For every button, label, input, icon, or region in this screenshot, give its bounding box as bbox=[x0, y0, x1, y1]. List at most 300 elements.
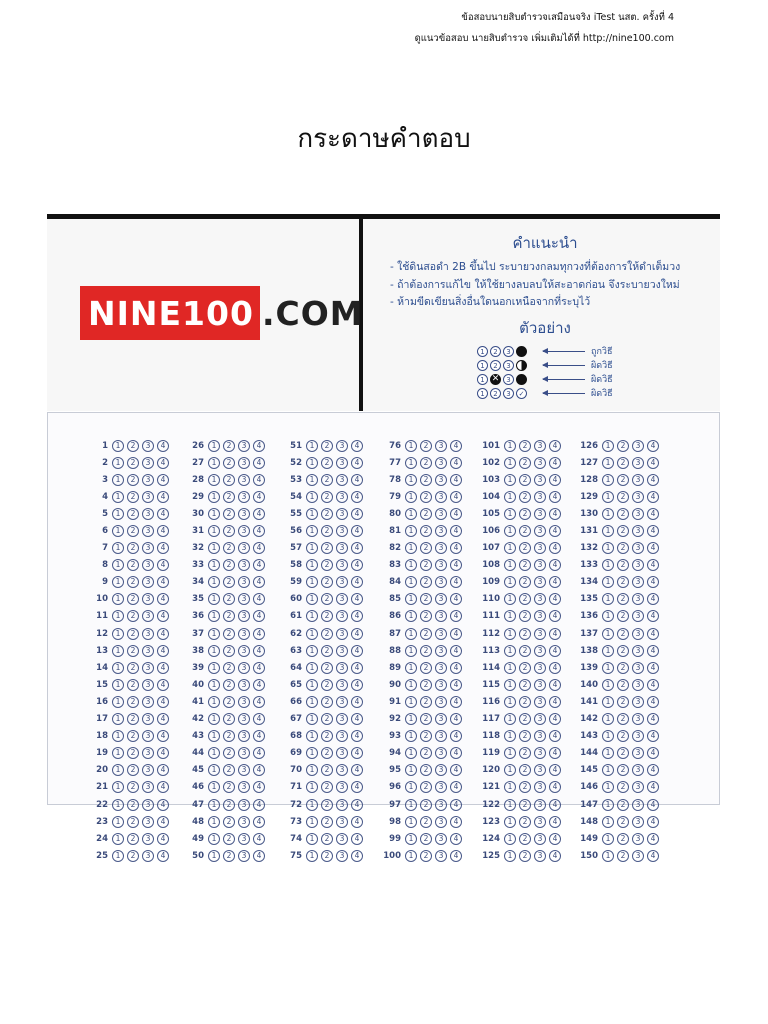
answer-bubble[interactable]: 4 bbox=[157, 799, 169, 811]
answer-bubble[interactable]: 1 bbox=[504, 491, 516, 503]
answer-bubble[interactable]: 1 bbox=[405, 576, 417, 588]
answer-bubble[interactable]: 2 bbox=[223, 850, 235, 862]
answer-bubble[interactable]: 3 bbox=[435, 730, 447, 742]
answer-bubble[interactable]: 1 bbox=[208, 559, 220, 571]
answer-bubble[interactable]: 2 bbox=[321, 696, 333, 708]
answer-bubble[interactable]: 1 bbox=[405, 764, 417, 776]
answer-bubble[interactable]: 4 bbox=[351, 610, 363, 622]
answer-bubble[interactable]: 1 bbox=[306, 764, 318, 776]
answer-bubble[interactable]: 3 bbox=[632, 730, 644, 742]
answer-bubble[interactable]: 3 bbox=[238, 662, 250, 674]
answer-bubble[interactable]: 3 bbox=[534, 542, 546, 554]
answer-bubble[interactable]: 4 bbox=[253, 542, 265, 554]
answer-bubble[interactable]: 2 bbox=[127, 559, 139, 571]
answer-bubble[interactable]: 3 bbox=[534, 781, 546, 793]
answer-bubble[interactable]: 1 bbox=[602, 610, 614, 622]
answer-bubble[interactable]: 1 bbox=[504, 610, 516, 622]
answer-bubble[interactable]: 2 bbox=[127, 747, 139, 759]
answer-bubble[interactable]: 4 bbox=[157, 833, 169, 845]
answer-bubble[interactable]: 3 bbox=[238, 593, 250, 605]
answer-bubble[interactable]: 4 bbox=[450, 474, 462, 486]
answer-bubble[interactable]: 2 bbox=[519, 440, 531, 452]
answer-bubble[interactable]: 4 bbox=[157, 816, 169, 828]
answer-bubble[interactable]: 2 bbox=[127, 781, 139, 793]
answer-bubble[interactable]: 4 bbox=[450, 525, 462, 537]
answer-bubble[interactable]: 3 bbox=[534, 816, 546, 828]
answer-bubble[interactable]: 3 bbox=[435, 491, 447, 503]
answer-bubble[interactable]: 2 bbox=[617, 730, 629, 742]
answer-bubble[interactable]: 1 bbox=[208, 764, 220, 776]
answer-bubble[interactable]: 2 bbox=[127, 440, 139, 452]
answer-bubble[interactable]: 1 bbox=[504, 696, 516, 708]
answer-bubble[interactable]: 1 bbox=[112, 457, 124, 469]
answer-bubble[interactable]: 1 bbox=[306, 491, 318, 503]
answer-bubble[interactable]: 1 bbox=[602, 764, 614, 776]
answer-bubble[interactable]: 2 bbox=[617, 850, 629, 862]
answer-bubble[interactable]: 3 bbox=[632, 781, 644, 793]
answer-bubble[interactable]: 2 bbox=[519, 542, 531, 554]
answer-bubble[interactable]: 3 bbox=[336, 799, 348, 811]
answer-bubble[interactable]: 4 bbox=[450, 628, 462, 640]
answer-bubble[interactable]: 1 bbox=[112, 542, 124, 554]
answer-bubble[interactable]: 2 bbox=[519, 491, 531, 503]
answer-bubble[interactable]: 3 bbox=[142, 662, 154, 674]
answer-bubble[interactable]: 1 bbox=[504, 833, 516, 845]
answer-bubble[interactable]: 4 bbox=[157, 713, 169, 725]
answer-bubble[interactable]: 4 bbox=[253, 525, 265, 537]
answer-bubble[interactable]: 3 bbox=[142, 525, 154, 537]
answer-bubble[interactable]: 1 bbox=[208, 833, 220, 845]
answer-bubble[interactable]: 3 bbox=[632, 816, 644, 828]
answer-bubble[interactable]: 1 bbox=[306, 679, 318, 691]
answer-bubble[interactable]: 3 bbox=[336, 747, 348, 759]
answer-bubble[interactable]: 3 bbox=[534, 491, 546, 503]
answer-bubble[interactable]: 1 bbox=[602, 440, 614, 452]
answer-bubble[interactable]: 3 bbox=[142, 610, 154, 622]
answer-bubble[interactable]: 4 bbox=[157, 628, 169, 640]
answer-bubble[interactable]: 4 bbox=[647, 508, 659, 520]
answer-bubble[interactable]: 4 bbox=[450, 850, 462, 862]
answer-bubble[interactable]: 1 bbox=[504, 576, 516, 588]
answer-bubble[interactable]: 3 bbox=[435, 713, 447, 725]
answer-bubble[interactable]: 2 bbox=[420, 833, 432, 845]
answer-bubble[interactable]: 2 bbox=[223, 576, 235, 588]
answer-bubble[interactable]: 4 bbox=[647, 457, 659, 469]
answer-bubble[interactable]: 3 bbox=[632, 764, 644, 776]
answer-bubble[interactable]: 3 bbox=[534, 628, 546, 640]
answer-bubble[interactable]: 2 bbox=[127, 679, 139, 691]
answer-bubble[interactable]: 1 bbox=[504, 525, 516, 537]
answer-bubble[interactable]: 2 bbox=[321, 457, 333, 469]
answer-bubble[interactable]: 2 bbox=[519, 833, 531, 845]
answer-bubble[interactable]: 1 bbox=[602, 645, 614, 657]
answer-bubble[interactable]: 4 bbox=[450, 816, 462, 828]
answer-bubble[interactable]: 4 bbox=[351, 542, 363, 554]
answer-bubble[interactable]: 3 bbox=[142, 696, 154, 708]
answer-bubble[interactable]: 1 bbox=[602, 850, 614, 862]
answer-bubble[interactable]: 1 bbox=[208, 508, 220, 520]
answer-bubble[interactable]: 4 bbox=[157, 662, 169, 674]
answer-bubble[interactable]: 4 bbox=[549, 850, 561, 862]
answer-bubble[interactable]: 1 bbox=[602, 457, 614, 469]
answer-bubble[interactable]: 2 bbox=[519, 679, 531, 691]
answer-bubble[interactable]: 4 bbox=[450, 576, 462, 588]
answer-bubble[interactable]: 1 bbox=[602, 628, 614, 640]
answer-bubble[interactable]: 2 bbox=[420, 781, 432, 793]
answer-bubble[interactable]: 4 bbox=[450, 559, 462, 571]
answer-bubble[interactable]: 4 bbox=[647, 525, 659, 537]
answer-bubble[interactable]: 4 bbox=[157, 696, 169, 708]
answer-bubble[interactable]: 1 bbox=[208, 662, 220, 674]
answer-bubble[interactable]: 3 bbox=[142, 559, 154, 571]
answer-bubble[interactable]: 3 bbox=[632, 576, 644, 588]
answer-bubble[interactable]: 3 bbox=[632, 679, 644, 691]
answer-bubble[interactable]: 4 bbox=[157, 610, 169, 622]
answer-bubble[interactable]: 1 bbox=[405, 747, 417, 759]
answer-bubble[interactable]: 2 bbox=[127, 491, 139, 503]
answer-bubble[interactable]: 2 bbox=[321, 781, 333, 793]
answer-bubble[interactable]: 4 bbox=[647, 440, 659, 452]
answer-bubble[interactable]: 2 bbox=[617, 474, 629, 486]
answer-bubble[interactable]: 3 bbox=[238, 610, 250, 622]
answer-bubble[interactable]: 1 bbox=[112, 474, 124, 486]
answer-bubble[interactable]: 1 bbox=[504, 593, 516, 605]
answer-bubble[interactable]: 3 bbox=[435, 542, 447, 554]
answer-bubble[interactable]: 2 bbox=[321, 542, 333, 554]
answer-bubble[interactable]: 3 bbox=[142, 440, 154, 452]
answer-bubble[interactable]: 1 bbox=[405, 696, 417, 708]
answer-bubble[interactable]: 3 bbox=[142, 833, 154, 845]
answer-bubble[interactable]: 3 bbox=[632, 628, 644, 640]
answer-bubble[interactable]: 1 bbox=[504, 781, 516, 793]
answer-bubble[interactable]: 3 bbox=[336, 593, 348, 605]
answer-bubble[interactable]: 4 bbox=[157, 525, 169, 537]
answer-bubble[interactable]: 4 bbox=[647, 645, 659, 657]
answer-bubble[interactable]: 2 bbox=[519, 474, 531, 486]
answer-bubble[interactable]: 1 bbox=[306, 474, 318, 486]
answer-bubble[interactable]: 3 bbox=[336, 508, 348, 520]
answer-bubble[interactable]: 3 bbox=[632, 508, 644, 520]
answer-bubble[interactable]: 3 bbox=[435, 833, 447, 845]
answer-bubble[interactable]: 1 bbox=[405, 474, 417, 486]
answer-bubble[interactable]: 2 bbox=[321, 576, 333, 588]
answer-bubble[interactable]: 1 bbox=[504, 799, 516, 811]
answer-bubble[interactable]: 2 bbox=[223, 816, 235, 828]
answer-bubble[interactable]: 4 bbox=[351, 491, 363, 503]
answer-bubble[interactable]: 3 bbox=[632, 474, 644, 486]
answer-bubble[interactable]: 1 bbox=[504, 628, 516, 640]
answer-bubble[interactable]: 2 bbox=[617, 679, 629, 691]
answer-bubble[interactable]: 2 bbox=[127, 799, 139, 811]
answer-bubble[interactable]: 3 bbox=[336, 713, 348, 725]
answer-bubble[interactable]: 4 bbox=[450, 747, 462, 759]
answer-bubble[interactable]: 3 bbox=[534, 457, 546, 469]
answer-bubble[interactable]: 4 bbox=[450, 764, 462, 776]
answer-bubble[interactable]: 3 bbox=[435, 747, 447, 759]
answer-bubble[interactable]: 4 bbox=[549, 474, 561, 486]
answer-bubble[interactable]: 3 bbox=[435, 610, 447, 622]
answer-bubble[interactable]: 4 bbox=[253, 610, 265, 622]
answer-bubble[interactable]: 1 bbox=[602, 542, 614, 554]
answer-bubble[interactable]: 4 bbox=[351, 559, 363, 571]
answer-bubble[interactable]: 4 bbox=[157, 850, 169, 862]
answer-bubble[interactable]: 3 bbox=[336, 559, 348, 571]
answer-bubble[interactable]: 3 bbox=[632, 833, 644, 845]
answer-bubble[interactable]: 4 bbox=[450, 645, 462, 657]
answer-bubble[interactable]: 2 bbox=[321, 645, 333, 657]
answer-bubble[interactable]: 2 bbox=[127, 764, 139, 776]
answer-bubble[interactable]: 1 bbox=[306, 747, 318, 759]
answer-bubble[interactable]: 4 bbox=[647, 679, 659, 691]
answer-bubble[interactable]: 2 bbox=[223, 508, 235, 520]
answer-bubble[interactable]: 4 bbox=[549, 610, 561, 622]
answer-bubble[interactable]: 2 bbox=[127, 713, 139, 725]
answer-bubble[interactable]: 2 bbox=[617, 491, 629, 503]
answer-bubble[interactable]: 4 bbox=[549, 730, 561, 742]
answer-bubble[interactable]: 3 bbox=[238, 508, 250, 520]
answer-bubble[interactable]: 3 bbox=[238, 730, 250, 742]
answer-bubble[interactable]: 2 bbox=[519, 610, 531, 622]
answer-bubble[interactable]: 4 bbox=[450, 542, 462, 554]
answer-bubble[interactable]: 3 bbox=[435, 662, 447, 674]
answer-bubble[interactable]: 1 bbox=[504, 816, 516, 828]
answer-bubble[interactable]: 4 bbox=[253, 781, 265, 793]
answer-bubble[interactable]: 2 bbox=[420, 662, 432, 674]
answer-bubble[interactable]: 4 bbox=[157, 542, 169, 554]
answer-bubble[interactable]: 1 bbox=[602, 696, 614, 708]
answer-bubble[interactable]: 3 bbox=[632, 525, 644, 537]
answer-bubble[interactable]: 4 bbox=[351, 747, 363, 759]
answer-bubble[interactable]: 3 bbox=[142, 576, 154, 588]
answer-bubble[interactable]: 2 bbox=[127, 576, 139, 588]
answer-bubble[interactable]: 3 bbox=[632, 747, 644, 759]
answer-bubble[interactable]: 3 bbox=[336, 457, 348, 469]
answer-bubble[interactable]: 1 bbox=[208, 713, 220, 725]
answer-bubble[interactable]: 4 bbox=[351, 576, 363, 588]
answer-bubble[interactable]: 2 bbox=[519, 730, 531, 742]
answer-bubble[interactable]: 3 bbox=[336, 816, 348, 828]
answer-bubble[interactable]: 3 bbox=[142, 764, 154, 776]
answer-bubble[interactable]: 2 bbox=[519, 559, 531, 571]
answer-bubble[interactable]: 2 bbox=[519, 662, 531, 674]
answer-bubble[interactable]: 1 bbox=[405, 457, 417, 469]
answer-bubble[interactable]: 4 bbox=[549, 747, 561, 759]
answer-bubble[interactable]: 4 bbox=[450, 662, 462, 674]
answer-bubble[interactable]: 1 bbox=[112, 730, 124, 742]
answer-bubble[interactable]: 1 bbox=[602, 799, 614, 811]
answer-bubble[interactable]: 3 bbox=[142, 747, 154, 759]
answer-bubble[interactable]: 1 bbox=[112, 508, 124, 520]
answer-bubble[interactable]: 4 bbox=[549, 799, 561, 811]
answer-bubble[interactable]: 4 bbox=[450, 696, 462, 708]
answer-bubble[interactable]: 2 bbox=[321, 559, 333, 571]
answer-bubble[interactable]: 4 bbox=[450, 781, 462, 793]
answer-bubble[interactable]: 1 bbox=[208, 457, 220, 469]
answer-bubble[interactable]: 1 bbox=[504, 645, 516, 657]
answer-bubble[interactable]: 3 bbox=[238, 696, 250, 708]
answer-bubble[interactable]: 2 bbox=[223, 542, 235, 554]
answer-bubble[interactable]: 2 bbox=[420, 491, 432, 503]
answer-bubble[interactable]: 2 bbox=[127, 457, 139, 469]
answer-bubble[interactable]: 2 bbox=[223, 730, 235, 742]
answer-bubble[interactable]: 3 bbox=[238, 542, 250, 554]
answer-bubble[interactable]: 4 bbox=[549, 713, 561, 725]
answer-bubble[interactable]: 3 bbox=[336, 730, 348, 742]
answer-bubble[interactable]: 4 bbox=[253, 730, 265, 742]
answer-bubble[interactable]: 1 bbox=[306, 816, 318, 828]
answer-bubble[interactable]: 4 bbox=[450, 491, 462, 503]
answer-bubble[interactable]: 4 bbox=[647, 833, 659, 845]
answer-bubble[interactable]: 1 bbox=[306, 645, 318, 657]
answer-bubble[interactable]: 3 bbox=[238, 645, 250, 657]
answer-bubble[interactable]: 3 bbox=[632, 559, 644, 571]
answer-bubble[interactable]: 1 bbox=[504, 850, 516, 862]
answer-bubble[interactable]: 2 bbox=[420, 764, 432, 776]
answer-bubble[interactable]: 1 bbox=[112, 747, 124, 759]
answer-bubble[interactable]: 3 bbox=[435, 799, 447, 811]
answer-bubble[interactable]: 2 bbox=[617, 764, 629, 776]
answer-bubble[interactable]: 1 bbox=[405, 525, 417, 537]
answer-bubble[interactable]: 2 bbox=[223, 747, 235, 759]
answer-bubble[interactable]: 1 bbox=[602, 730, 614, 742]
answer-bubble[interactable]: 2 bbox=[519, 764, 531, 776]
answer-bubble[interactable]: 2 bbox=[223, 610, 235, 622]
answer-bubble[interactable]: 3 bbox=[142, 730, 154, 742]
answer-bubble[interactable]: 1 bbox=[306, 440, 318, 452]
answer-bubble[interactable]: 2 bbox=[223, 662, 235, 674]
answer-bubble[interactable]: 4 bbox=[253, 747, 265, 759]
answer-bubble[interactable]: 4 bbox=[351, 816, 363, 828]
answer-bubble[interactable]: 4 bbox=[253, 559, 265, 571]
answer-bubble[interactable]: 4 bbox=[647, 491, 659, 503]
answer-bubble[interactable]: 2 bbox=[420, 576, 432, 588]
answer-bubble[interactable]: 4 bbox=[549, 559, 561, 571]
answer-bubble[interactable]: 3 bbox=[336, 610, 348, 622]
answer-bubble[interactable]: 1 bbox=[405, 713, 417, 725]
answer-bubble[interactable]: 4 bbox=[647, 799, 659, 811]
answer-bubble[interactable]: 3 bbox=[336, 474, 348, 486]
answer-bubble[interactable]: 3 bbox=[435, 764, 447, 776]
answer-bubble[interactable]: 2 bbox=[420, 799, 432, 811]
answer-bubble[interactable]: 1 bbox=[405, 593, 417, 605]
answer-bubble[interactable]: 2 bbox=[420, 713, 432, 725]
answer-bubble[interactable]: 4 bbox=[253, 593, 265, 605]
answer-bubble[interactable]: 3 bbox=[435, 850, 447, 862]
answer-bubble[interactable]: 2 bbox=[617, 747, 629, 759]
answer-bubble[interactable]: 3 bbox=[142, 474, 154, 486]
answer-bubble[interactable]: 3 bbox=[435, 440, 447, 452]
answer-bubble[interactable]: 3 bbox=[238, 679, 250, 691]
answer-bubble[interactable]: 3 bbox=[238, 559, 250, 571]
answer-bubble[interactable]: 1 bbox=[405, 850, 417, 862]
answer-bubble[interactable]: 4 bbox=[157, 764, 169, 776]
answer-bubble[interactable]: 1 bbox=[208, 730, 220, 742]
answer-bubble[interactable]: 3 bbox=[435, 696, 447, 708]
answer-bubble[interactable]: 2 bbox=[420, 850, 432, 862]
answer-bubble[interactable]: 1 bbox=[112, 764, 124, 776]
answer-bubble[interactable]: 1 bbox=[208, 799, 220, 811]
answer-bubble[interactable]: 1 bbox=[504, 457, 516, 469]
answer-bubble[interactable]: 2 bbox=[617, 713, 629, 725]
answer-bubble[interactable]: 3 bbox=[435, 645, 447, 657]
answer-bubble[interactable]: 3 bbox=[238, 713, 250, 725]
answer-bubble[interactable]: 4 bbox=[450, 457, 462, 469]
answer-bubble[interactable]: 3 bbox=[238, 474, 250, 486]
answer-bubble[interactable]: 3 bbox=[142, 679, 154, 691]
answer-bubble[interactable]: 3 bbox=[238, 781, 250, 793]
answer-bubble[interactable]: 1 bbox=[405, 833, 417, 845]
answer-bubble[interactable]: 2 bbox=[127, 816, 139, 828]
answer-bubble[interactable]: 2 bbox=[223, 679, 235, 691]
answer-bubble[interactable]: 3 bbox=[632, 662, 644, 674]
answer-bubble[interactable]: 3 bbox=[435, 593, 447, 605]
answer-bubble[interactable]: 4 bbox=[157, 508, 169, 520]
answer-bubble[interactable]: 2 bbox=[420, 440, 432, 452]
answer-bubble[interactable]: 3 bbox=[142, 508, 154, 520]
answer-bubble[interactable]: 1 bbox=[504, 713, 516, 725]
answer-bubble[interactable]: 1 bbox=[208, 474, 220, 486]
answer-bubble[interactable]: 4 bbox=[549, 576, 561, 588]
answer-bubble[interactable]: 1 bbox=[208, 610, 220, 622]
answer-bubble[interactable]: 1 bbox=[602, 781, 614, 793]
answer-bubble[interactable]: 4 bbox=[647, 696, 659, 708]
answer-bubble[interactable]: 4 bbox=[647, 713, 659, 725]
answer-bubble[interactable]: 4 bbox=[351, 713, 363, 725]
answer-bubble[interactable]: 4 bbox=[157, 593, 169, 605]
answer-bubble[interactable]: 2 bbox=[127, 730, 139, 742]
answer-bubble[interactable]: 2 bbox=[617, 525, 629, 537]
answer-bubble[interactable]: 2 bbox=[519, 645, 531, 657]
answer-bubble[interactable]: 1 bbox=[405, 628, 417, 640]
answer-bubble[interactable]: 1 bbox=[405, 491, 417, 503]
answer-bubble[interactable]: 3 bbox=[142, 593, 154, 605]
answer-bubble[interactable]: 2 bbox=[420, 628, 432, 640]
answer-bubble[interactable]: 2 bbox=[519, 508, 531, 520]
answer-bubble[interactable]: 4 bbox=[351, 508, 363, 520]
answer-bubble[interactable]: 4 bbox=[253, 679, 265, 691]
answer-bubble[interactable]: 1 bbox=[504, 747, 516, 759]
answer-bubble[interactable]: 2 bbox=[321, 491, 333, 503]
answer-bubble[interactable]: 2 bbox=[223, 628, 235, 640]
answer-bubble[interactable]: 3 bbox=[534, 799, 546, 811]
answer-bubble[interactable]: 4 bbox=[253, 713, 265, 725]
answer-bubble[interactable]: 4 bbox=[549, 491, 561, 503]
answer-bubble[interactable]: 4 bbox=[647, 542, 659, 554]
answer-bubble[interactable]: 2 bbox=[223, 764, 235, 776]
answer-bubble[interactable]: 4 bbox=[253, 645, 265, 657]
answer-bubble[interactable]: 1 bbox=[306, 662, 318, 674]
answer-bubble[interactable]: 1 bbox=[112, 440, 124, 452]
answer-bubble[interactable]: 1 bbox=[112, 799, 124, 811]
answer-bubble[interactable]: 2 bbox=[223, 559, 235, 571]
answer-bubble[interactable]: 3 bbox=[632, 542, 644, 554]
answer-bubble[interactable]: 2 bbox=[223, 491, 235, 503]
answer-bubble[interactable]: 2 bbox=[223, 645, 235, 657]
answer-bubble[interactable]: 1 bbox=[602, 474, 614, 486]
answer-bubble[interactable]: 4 bbox=[253, 508, 265, 520]
answer-bubble[interactable]: 4 bbox=[157, 645, 169, 657]
answer-bubble[interactable]: 3 bbox=[534, 525, 546, 537]
answer-bubble[interactable]: 4 bbox=[351, 645, 363, 657]
answer-bubble[interactable]: 1 bbox=[405, 610, 417, 622]
answer-bubble[interactable]: 1 bbox=[405, 440, 417, 452]
answer-bubble[interactable]: 1 bbox=[112, 645, 124, 657]
answer-bubble[interactable]: 2 bbox=[617, 628, 629, 640]
answer-bubble[interactable]: 4 bbox=[647, 576, 659, 588]
answer-bubble[interactable]: 4 bbox=[549, 833, 561, 845]
answer-bubble[interactable]: 1 bbox=[208, 747, 220, 759]
answer-bubble[interactable]: 1 bbox=[504, 440, 516, 452]
